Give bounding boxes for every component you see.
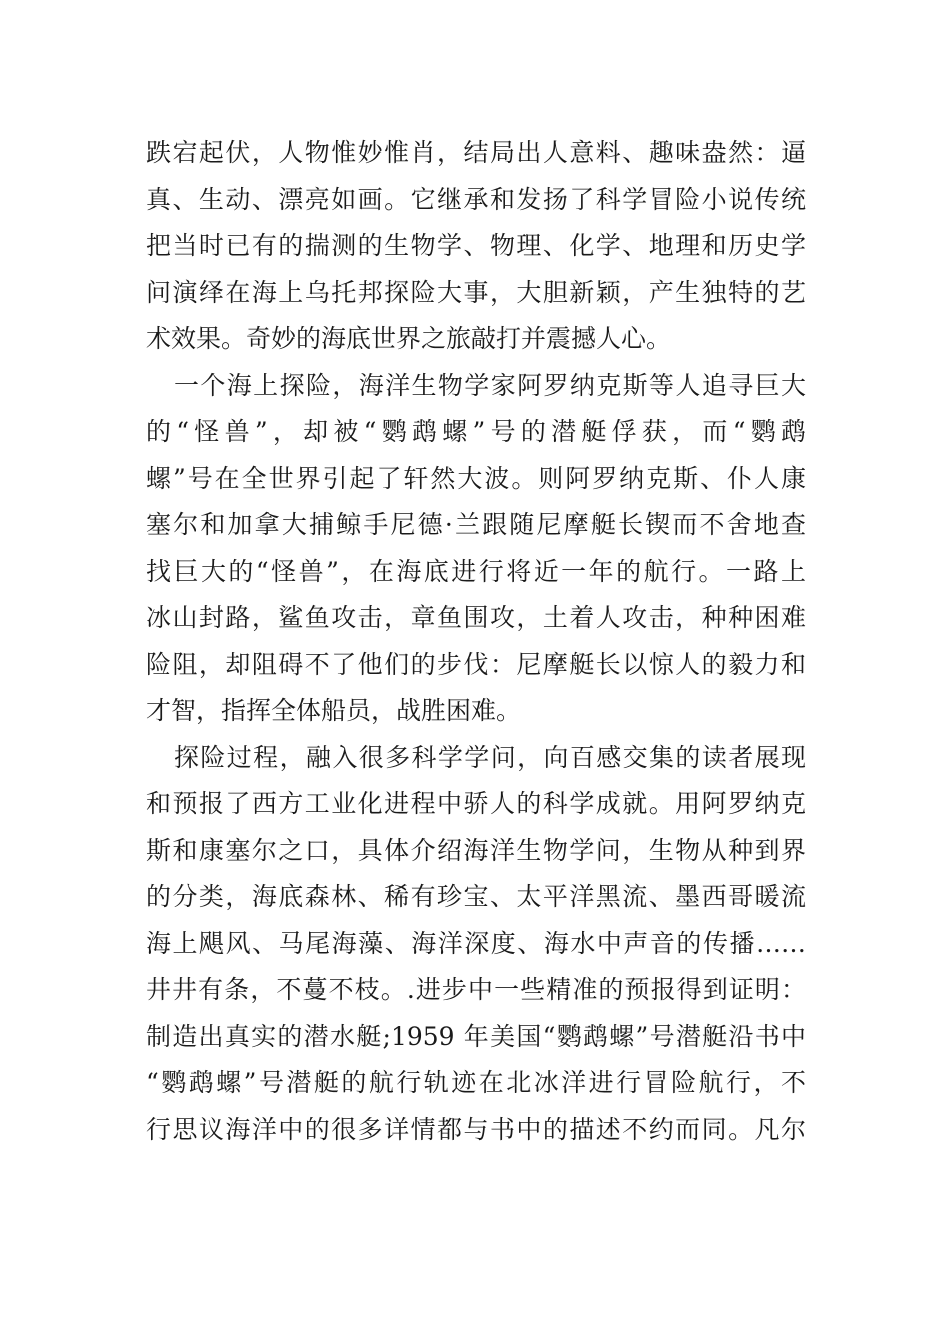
text-line: 把当时已有的揣测的生物学、物理、化学、地理和历史学 xyxy=(146,231,806,260)
text-line: 海上飓风、马尾海藻、海洋深度、海水中声音的传播…… xyxy=(146,928,806,958)
text-line: 螺”号在全世界引起了轩然大波。则阿罗纳克斯、仆人康 xyxy=(146,463,806,493)
body-text xyxy=(146,130,806,1153)
paragraph-first-line: 探险过程，融入很多科学学问，向百感交集的读者展现 xyxy=(174,742,806,772)
text-line: 术效果。奇妙的海底世界之旅敲打并震撼人心。 xyxy=(146,324,672,353)
text-line: 制造出真实的潜水艇;1959 年美国“鹦鹉螺”号潜艇沿书中 xyxy=(146,1021,806,1051)
text-line: 行思议海洋中的很多详情都与书中的描述不约而同。凡尔 xyxy=(146,1114,806,1144)
text-line: 冰山封路，鲨鱼攻击，章鱼围攻，土着人攻击，种种困难 xyxy=(146,603,806,632)
text-line: 才智，指挥全体船员，战胜困难。 xyxy=(146,696,522,725)
text-line: 真、生动、漂亮如画。它继承和发扬了科学冒险小说传统 xyxy=(146,184,806,214)
text-line: 井井有条，不蔓不枝。.进步中一些精准的预报得到证明： xyxy=(146,975,806,1004)
text-line: 的“怪兽”，却被“鹦鹉螺”号的潜艇俘获，而“鹦鹉 xyxy=(146,417,806,446)
paragraph-first-line: 一个海上探险，海洋生物学家阿罗纳克斯等人追寻巨大 xyxy=(174,370,806,400)
text-line: 跌宕起伏，人物惟妙惟肖，结局出人意料、趣味盎然：逼 xyxy=(146,138,806,167)
text-line: 和预报了西方工业化进程中骄人的科学成就。用阿罗纳克 xyxy=(146,789,806,818)
text-line: “鹦鹉螺”号潜艇的航行轨迹在北冰洋进行冒险航行，不 xyxy=(146,1068,806,1097)
text-line: 险阻，却阻碍不了他们的步伐：尼摩艇长以惊人的毅力和 xyxy=(146,649,806,679)
text-line: 的分类，海底森林、稀有珍宝、太平洋黑流、墨西哥暖流 xyxy=(146,882,806,911)
text-line: 找巨大的“怪兽”，在海底进行将近一年的航行。一路上 xyxy=(146,556,806,586)
text-line: 问演绎在海上乌托邦探险大事，大胆新颖，产生独特的艺 xyxy=(146,277,806,307)
text-line: 斯和康塞尔之口，具体介绍海洋生物学问，生物从种到界 xyxy=(146,835,806,865)
text-line: 塞尔和加拿大捕鲸手尼德·兰跟随尼摩艇长锲而不舍地查 xyxy=(146,510,806,539)
